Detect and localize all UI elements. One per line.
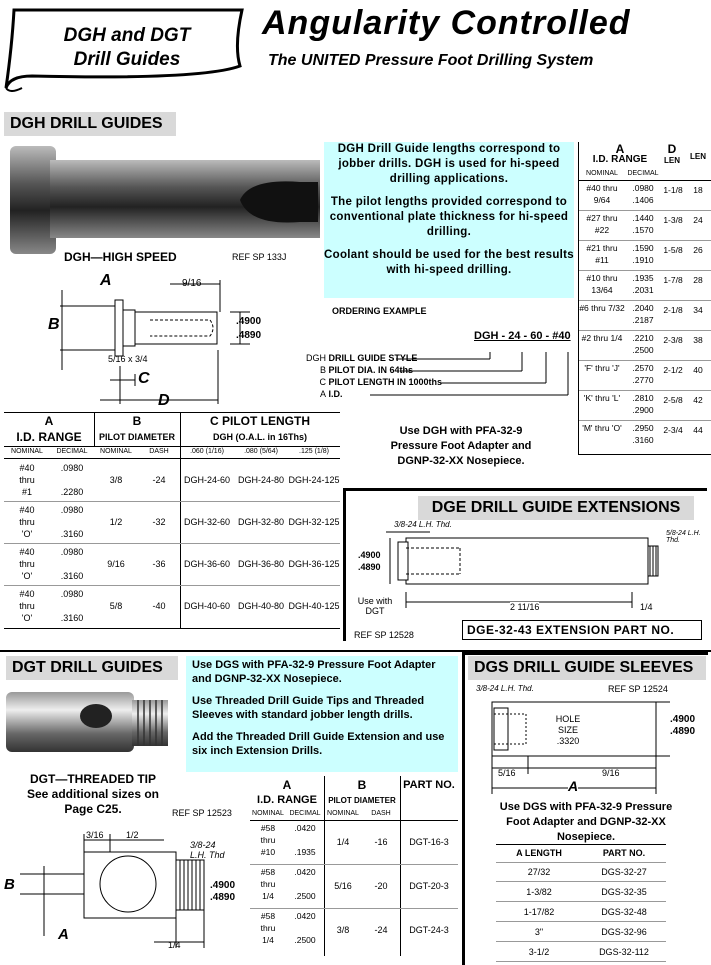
dgh-info-p1: DGH Drill Guide lengths correspond to jobber drills. DGH is used for hi-speed drilling applications.: [337, 143, 561, 185]
dge-drawing: [350, 516, 704, 616]
rt-row-nominal: 'K' thru 'L': [583, 393, 621, 403]
ordering-letter-c: C: [319, 377, 326, 387]
dgh-dia1: .4900: [236, 316, 262, 327]
dgh-row-p1: DGH-32-60: [183, 517, 230, 527]
dgh-row-dec2: .3160: [60, 529, 84, 539]
dge-dia1: .4900: [358, 550, 381, 560]
dgs-row-part: DGS-32-35: [601, 887, 647, 897]
dgs-drawing: [470, 684, 706, 794]
dgh-h-dgh: DGH (O.A.L. in 16Ths): [212, 432, 307, 442]
dge-len: 2 11/16: [510, 602, 540, 612]
rt-row-len: 1-5/8: [663, 245, 683, 255]
dgh-h-a: A: [44, 414, 54, 428]
dgh-row-dec2: .3160: [60, 571, 84, 581]
dgs-dim-516: 5/16: [498, 768, 516, 778]
rt-row-len: 2-3/4: [663, 425, 683, 435]
dgh-dim-a: A: [100, 272, 112, 289]
dgt-row-part: DGT-24-3: [409, 925, 449, 935]
dgh-dia2: .4890: [236, 330, 262, 341]
dgh-row-bnom: 3/8: [109, 475, 123, 485]
dgt-row-dec2: .2500: [294, 891, 316, 901]
dgs-row-part: DGS-32-96: [601, 927, 647, 937]
dgt-caption1: DGT—THREADED TIP: [30, 772, 156, 786]
dgt-row-dec1: .0420: [294, 823, 316, 833]
dgt-banner: DGT DRILL GUIDES: [6, 656, 178, 680]
dgt-h-idrange: I.D. RANGE: [257, 794, 317, 806]
rt-row-len2: 24: [693, 215, 703, 225]
dgs-row-part: DGS-32-112: [599, 947, 649, 957]
dgs-row-len: 3-1/2: [528, 947, 550, 957]
dge-ref: REF SP 12528: [354, 630, 414, 640]
ordering-text-style: DRILL GUIDE STYLE: [328, 353, 418, 363]
dgt-h-nominal: NOMINAL: [252, 810, 284, 817]
dgt-h-part: PART NO.: [403, 779, 455, 791]
dgh-dim-b: B: [48, 316, 60, 333]
dgh-banner: DGH DRILL GUIDES: [4, 112, 176, 136]
dgh-row-p3: DGH-32-125: [288, 517, 340, 527]
dgt-thread2: L.H. Thd: [190, 850, 225, 860]
dgt-row-dash: -16: [374, 837, 388, 847]
dge-use-with: Use with DGT: [357, 596, 393, 616]
dgh-right-table: [578, 142, 711, 455]
dgh-h-c: C PILOT LENGTH: [210, 414, 310, 428]
dgt-row-dec1: .0420: [294, 911, 316, 921]
dgt-dia1: .4900: [210, 880, 236, 891]
dgh-row-dec2: .3160: [60, 613, 84, 623]
rt-row-len2: 42: [693, 395, 703, 405]
dgt-caption3: Page C25.: [64, 802, 122, 816]
rt-row-nominal: #6 thru 7/32: [579, 303, 625, 313]
rt-row-decimal: .2210 .2500: [632, 333, 654, 355]
dgh-row-dec2: .2280: [60, 487, 84, 497]
rt-row-nominal: #27 thru #22: [586, 213, 618, 235]
rt-row-len: 2-5/8: [663, 395, 683, 405]
rt-row-len2: 28: [693, 275, 703, 285]
rt-row-len: 1-1/8: [663, 185, 683, 195]
dgs-row-len: 1-17/82: [523, 907, 555, 917]
dgt-dia2: .4890: [210, 892, 236, 903]
dgh-row-bnom: 1/2: [109, 517, 123, 527]
dgh-row-p1: DGH-40-60: [183, 601, 230, 611]
dgh-row-nominal: #40 thru 'O': [19, 505, 35, 539]
rt-row-len2: 38: [693, 335, 703, 345]
rt-row-nominal: 'M' thru 'O': [582, 423, 622, 433]
dgh-photo-ref: REF SP 133J: [232, 252, 287, 262]
rt-row-len2: 18: [693, 185, 703, 195]
rt-row-nominal: #21 thru #11: [586, 243, 618, 265]
rt-row-len: 2-1/8: [663, 305, 683, 315]
dgs-ref: REF SP 12524: [608, 684, 668, 694]
rt-row-decimal: .2810 .2900: [632, 393, 654, 415]
rt-h-d: D: [667, 142, 677, 156]
ordering-letter-a: A: [319, 389, 326, 399]
dgt-row-bnom: 5/16: [334, 881, 352, 891]
dgt-row-dash: -20: [374, 881, 388, 891]
dgh-row-p2: DGH-24-80: [237, 475, 284, 485]
dgt-row-dec2: .1935: [294, 847, 316, 857]
rt-h-len2: LEN: [690, 152, 706, 161]
dgt-dim-d1: 3/16: [86, 830, 104, 840]
rt-row-len2: 44: [693, 425, 703, 435]
dgs-hole: HOLE SIZE .3320: [546, 714, 590, 747]
rt-row-len: 2-3/8: [663, 335, 683, 345]
dgh-dim-c: C: [138, 370, 150, 387]
header-tab: [2, 6, 248, 92]
dge-thread-right: 5/8-24 L.H. Thd.: [666, 530, 701, 544]
rt-row-nominal: #40 thru 9/64: [586, 183, 618, 205]
page-subtitle: The UNITED Pressure Foot Drilling System: [268, 52, 594, 69]
rt-row-len: 1-7/8: [663, 275, 683, 285]
dgt-caption2: See additional sizes on: [26, 787, 160, 801]
dgh-row-dash: -36: [152, 559, 166, 569]
dgt-row-nominal: #58 thru #10: [260, 823, 276, 857]
dgh-row-dash: -40: [152, 601, 166, 611]
dgh-row-nominal: #40 thru #1: [19, 463, 35, 497]
dgt-row-nominal: #58 thru 1/4: [260, 867, 276, 901]
rt-row-decimal: .2040 .2187: [632, 303, 654, 325]
dgh-dim-916: 9/16: [182, 278, 202, 289]
dgs-h-part: PART NO.: [602, 848, 646, 858]
dgh-row-p1: DGH-36-60: [183, 559, 230, 569]
dgh-row-p2: DGH-40-80: [237, 601, 284, 611]
rt-row-len2: 34: [693, 305, 703, 315]
dgt-h-nominal2: NOMINAL: [327, 810, 359, 817]
dgh-dim-d: D: [158, 392, 170, 409]
dgt-row-part: DGT-20-3: [409, 881, 449, 891]
dgs-row-part: DGS-32-27: [601, 867, 647, 877]
rt-row-decimal: .2570 .2770: [632, 363, 654, 385]
dgt-row-part: DGT-16-3: [409, 837, 449, 847]
dgh-photo-caption: DGH—HIGH SPEED: [64, 250, 177, 264]
tab-line2: Drill Guides: [73, 49, 181, 70]
dgt-row-nominal: #58 thru 1/4: [260, 911, 276, 945]
dgh-h-nominal2: NOMINAL: [100, 448, 132, 455]
dgt-dim-d2: 1/2: [126, 830, 139, 840]
ordering-code: DGH - 24 - 60 - #40: [474, 330, 571, 342]
dgs-dim-a: A: [568, 778, 579, 794]
rt-row-decimal: .1935 .2031: [632, 273, 654, 295]
dgh-h-c3: .125 (1/8): [299, 448, 329, 455]
dgt-info-p3: Add the Threaded Drill Guide Extension and use six inch Extension Drills.: [192, 731, 445, 757]
dgs-row-part: DGS-32-48: [601, 907, 647, 917]
ordering-text-b: PILOT DIA. IN 64ths: [328, 365, 414, 375]
rt-h-a: A: [615, 142, 625, 156]
dgs-row-len: 3": [534, 927, 544, 937]
dgh-row-nominal: #40 thru 'O': [19, 589, 35, 623]
ordering-text-c: PILOT LENGTH IN 1000ths: [328, 377, 443, 387]
dgs-h-len: A LENGTH: [516, 848, 562, 858]
dgs-dia1: .4900: [670, 714, 696, 725]
dgh-row-p3: DGH-36-125: [288, 559, 340, 569]
dgh-drawing: [40, 270, 290, 410]
ordering-letter-b: B: [319, 365, 326, 375]
dgt-info-p2: Use Threaded Drill Guide Tips and Threaded Sleeves with standard jobber length drills.: [192, 695, 425, 721]
dgh-photo: [0, 138, 330, 262]
dgt-row-bnom: 3/8: [336, 925, 350, 935]
dgs-use-note: Use DGS with PFA-32-9 Pressure Foot Adapter and DGNP-32-XX Nosepiece.: [499, 801, 673, 843]
dgh-row-dec1: .0980: [60, 589, 84, 599]
rt-row-decimal: .0980 .1406: [632, 183, 654, 205]
dgs-banner: DGS DRILL GUIDE SLEEVES: [468, 656, 706, 680]
rt-row-nominal: #10 thru 13/64: [586, 273, 618, 295]
dgt-drawing: [4, 826, 248, 954]
dgh-row-p2: DGH-32-80: [237, 517, 284, 527]
dgt-h-decimal: DECIMAL: [289, 810, 321, 817]
rt-row-len2: 40: [693, 365, 703, 375]
dgh-info-p3: Coolant should be used for the best results with hi-speed drilling.: [324, 249, 574, 276]
dgt-h-dash: DASH: [371, 810, 391, 817]
dgh-dim-516: 5/16 x 3/4: [108, 354, 148, 364]
dgt-row-dec1: .0420: [294, 867, 316, 877]
dgh-row-dash: -32: [152, 517, 166, 527]
dgh-h-decimal: DECIMAL: [56, 448, 88, 455]
dgh-h-nominal: NOMINAL: [11, 448, 43, 455]
dgt-row-dec2: .2500: [294, 935, 316, 945]
rt-row-nominal: #2 thru 1/4: [581, 333, 623, 343]
dgh-row-p2: DGH-36-80: [237, 559, 284, 569]
dgt-h-a: A: [282, 778, 292, 792]
dgs-dim-916: 9/16: [602, 768, 620, 778]
rt-row-decimal: .1590 .1910: [632, 243, 654, 265]
dgt-dim-a: A: [58, 926, 69, 943]
dgh-row-dec1: .0980: [60, 463, 84, 473]
dgs-dia2: .4890: [670, 726, 696, 737]
dgh-row-bnom: 9/16: [107, 559, 125, 569]
dge-banner: DGE DRILL GUIDE EXTENSIONS: [418, 496, 694, 520]
ordering-text-a: I.D.: [328, 389, 343, 399]
dgt-ref: REF SP 12523: [172, 808, 232, 818]
dgt-dim-b: B: [4, 876, 15, 893]
dgh-row-bnom: 5/8: [109, 601, 123, 611]
dgh-row-nominal: #40 thru 'O': [19, 547, 35, 581]
dgh-h-dash: DASH: [149, 448, 169, 455]
dgt-h-pilotdia: PILOT DIAMETER: [328, 796, 396, 805]
dgh-info-p2: The pilot lengths provided correspond to conventional plate thickness for hi-speed drilling.: [329, 196, 569, 238]
rt-h-len: LEN: [664, 156, 680, 165]
dgh-row-p3: DGH-40-125: [288, 601, 340, 611]
dgt-row-bnom: 1/4: [336, 837, 350, 847]
dge-dia2: .4890: [358, 562, 381, 572]
dge-len2: 1/4: [640, 602, 653, 612]
page-title: Angularity Controlled: [262, 4, 631, 42]
dgt-h-b: B: [357, 778, 367, 792]
dge-part: DGE-32-43 EXTENSION PART NO.: [462, 620, 702, 640]
rt-h-decimal: DECIMAL: [627, 170, 659, 177]
dgh-row-p1: DGH-24-60: [183, 475, 230, 485]
dgt-photo: [0, 684, 180, 768]
rt-h-nominal: NOMINAL: [586, 170, 618, 177]
rt-h-idrange: I.D. RANGE: [592, 154, 648, 165]
dgh-h-b: B: [132, 414, 142, 428]
dgt-table: [250, 776, 458, 956]
rt-row-decimal: .1440 .1570: [632, 213, 654, 235]
tab-line1: DGH and DGT: [63, 25, 191, 46]
dgh-h-idrange: I.D. RANGE: [16, 430, 82, 444]
dgh-row-dec1: .0980: [60, 505, 84, 515]
ordering-letter-style: DGH: [306, 353, 326, 363]
rt-row-len: 1-3/8: [663, 215, 683, 225]
dgt-info-p1: Use DGS with PFA-32-9 Pressure Foot Adapter and DGNP-32-XX Nosepiece.: [192, 659, 436, 685]
dge-thread-left: 3/8-24 L.H. Thd.: [394, 520, 452, 529]
dgs-thread: 3/8-24 L.H. Thd.: [476, 684, 534, 693]
rt-row-nominal: 'F' thru 'J': [584, 363, 620, 373]
rt-row-decimal: .2950 .3160: [632, 423, 654, 445]
dgh-main-table: [4, 412, 340, 629]
dgs-row-len: 27/32: [527, 867, 551, 877]
dgh-row-dash: -24: [152, 475, 166, 485]
dgt-row-dash: -24: [374, 925, 388, 935]
dgt-dim-d3: 1/4: [168, 940, 181, 950]
dgh-h-c1: .060 (1/16): [190, 448, 224, 455]
rt-row-len: 2-1/2: [663, 365, 683, 375]
dgh-row-p3: DGH-24-125: [288, 475, 340, 485]
dgs-row-len: 1-3/82: [526, 887, 552, 897]
rt-row-len2: 26: [693, 245, 703, 255]
dgh-h-pilotdia: PILOT DIAMETER: [99, 432, 175, 442]
dgh-h-c2: .080 (5/64): [244, 448, 278, 455]
dgt-thread: 3/8-24: [190, 840, 216, 850]
ordering-title: ORDERING EXAMPLE: [332, 306, 427, 316]
dgh-use-note: Use DGH with PFA-32-9 Pressure Foot Adapter and DGNP-32-XX Nosepiece.: [390, 425, 532, 467]
dgh-row-dec1: .0980: [60, 547, 84, 557]
